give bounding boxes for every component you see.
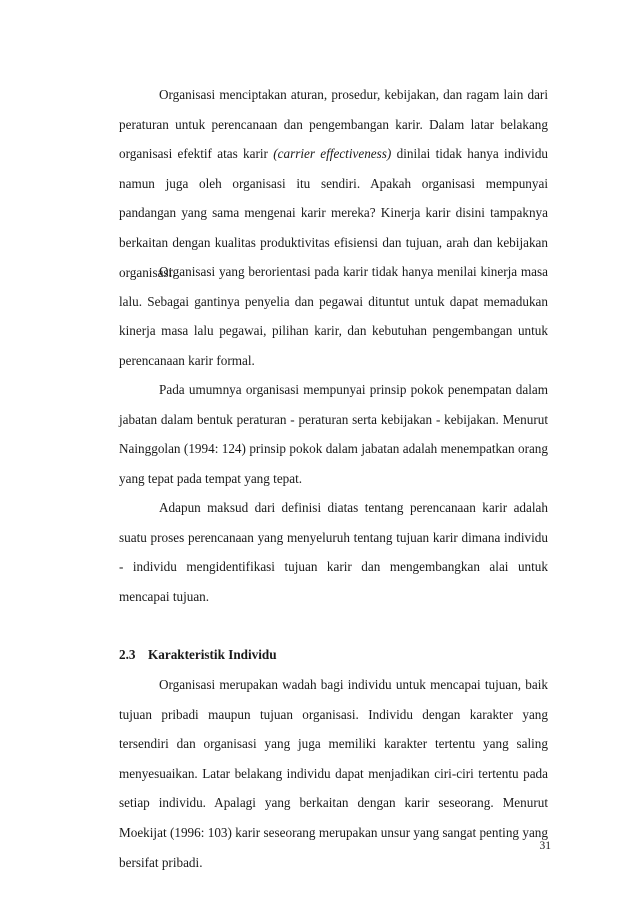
paragraph-karakteristik-individu: Organisasi merupakan wadah bagi individu untuk mencapai tujuan, baik tujuan pribadi maupun tujuan organisasi. Individu dengan karakter yang tersendiri dan organisasi yang juga memiliki karakter tertentu yang saling menyesuaikan. Latar belakang individu dapat menjadikan ciri-ciri tertentu pada setiap individu. Apalagi yang berkaitan dengan karir seseorang. Menurut Moekijat (1996: 103) karir seseorang merupakan unsur yang sangat penting yang bersifat pribadi. xyxy=(119,677,548,870)
section-heading xyxy=(119,645,548,665)
italic-term: (carrier effectiveness) xyxy=(273,146,392,162)
paragraph-definisi-perencanaan: Adapun maksud dari definisi diatas tentang perencanaan karir adalah suatu proses perencanaan yang menyeluruh tentang tujuan karir dimana individu - individu mengidentifikasi tujuan karir dan mengembangkan alai untuk mencapai tujuan. xyxy=(119,500,548,604)
section-number: 2.3 xyxy=(119,647,136,662)
paragraph-text: Organisasi menciptakan aturan, prosedur, kebijakan, dan ragam lain dari peraturan untuk perencanaan dan pengembangan karir. Dalam latar belakang organisasi efektif atas karir xyxy=(119,87,548,162)
section-title: Karakteristik Individu xyxy=(148,647,277,662)
page-number: 31 xyxy=(539,840,551,852)
paragraph-prinsip-penempatan: Pada umumnya organisasi mempunyai prinsip pokok penempatan dalam jabatan dalam bentuk peraturan - peraturan serta kebijakan - kebijakan. Menurut Nainggolan (1994: 124) prinsip pokok dalam jabatan adalah menempatkan orang yang tepat pada tempat yang tepat. xyxy=(119,382,548,486)
paragraph-orientasi-karir: Organisasi yang berorientasi pada karir tidak hanya menilai kinerja masa lalu. Sebagai gantinya penyelia dan pegawai dituntut untuk dapat memadukan kinerja masa lalu pegawai, pilihan karir, dan kebutuhan pengembangan untuk perencanaan karir formal. xyxy=(119,264,548,368)
paragraph-text: dinilai tidak hanya individu namun juga oleh organisasi itu sendiri. Apakah organisasi mempunyai pandangan yang sama mengenai karir mereka? Kinerja karir disini tampaknya berkaitan dengan kualitas produktivitas efisiensi dan tujuan, arah dan kebijakan organisasi. xyxy=(119,146,549,280)
